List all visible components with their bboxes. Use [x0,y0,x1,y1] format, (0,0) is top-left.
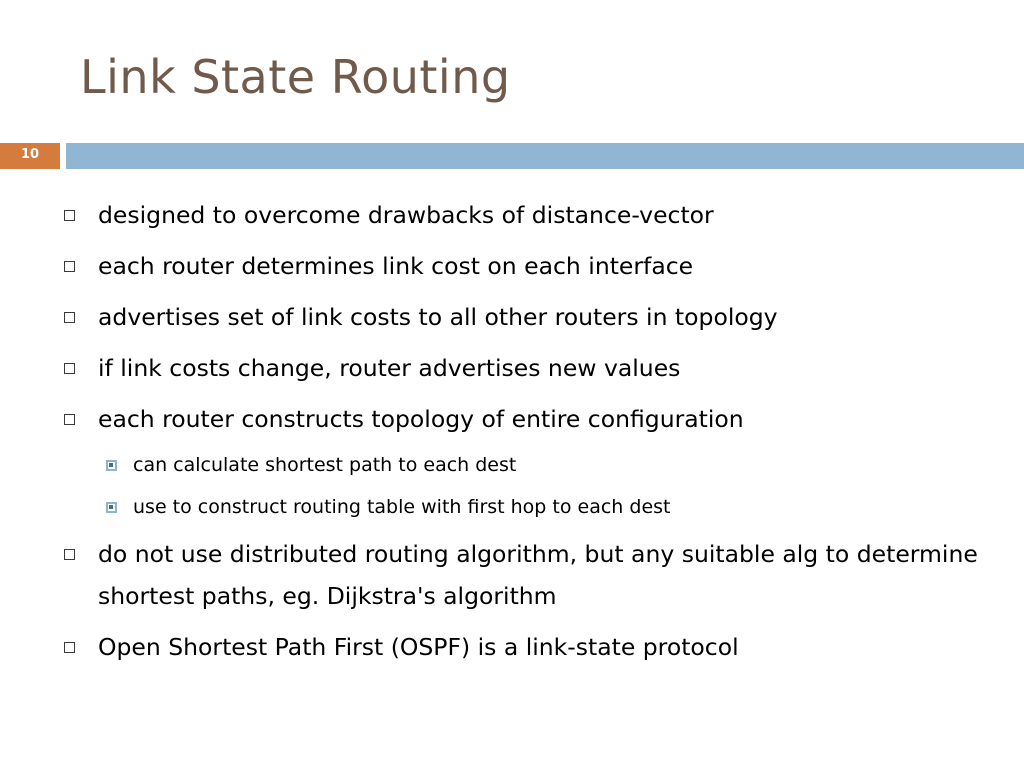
bullet-text: each router constructs topology of entire configuration [98,405,744,433]
filled-square-bullet-icon [106,460,117,471]
bullet-item [0,626,1024,668]
bullet-text: Open Shortest Path First (OSPF) is a link-state protocol [98,633,739,661]
square-bullet-icon [64,549,75,560]
bullet-item [0,398,1024,440]
bullet-text: designed to overcome drawbacks of distance-vector [98,201,714,229]
bullet-list [0,194,1024,677]
square-bullet-icon [64,414,75,425]
square-bullet-icon [64,210,75,221]
bullet-text: advertises set of link costs to all other routers in topology [98,303,778,331]
sub-bullet-item [0,491,1024,524]
bullet-item [0,296,1024,338]
bullet-text: do not use distributed routing algorithm, but any suitable alg to determine shortest paths, eg. Dijkstra's algorithm [98,540,978,610]
sub-bullet-item [0,449,1024,482]
bullet-item [0,347,1024,389]
square-bullet-icon [64,261,75,272]
square-bullet-icon [64,363,75,374]
bullet-item [0,245,1024,287]
slide-title: Link State Routing [80,50,511,104]
bullet-text: each router determines link cost on each interface [98,252,694,280]
slide-number-badge [0,143,60,169]
filled-square-bullet-icon [106,502,117,513]
title-divider-band [66,143,1024,169]
sub-bullet-text: can calculate shortest path to each dest [133,454,517,476]
square-bullet-icon [64,642,75,653]
bullet-item [0,194,1024,236]
square-bullet-icon [64,312,75,323]
bullet-item [0,533,1024,617]
bullet-text: if link costs change, router advertises new values [98,354,681,382]
sub-bullet-text: use to construct routing table with first hop to each dest [133,496,671,518]
slide-number: 10 [20,147,40,162]
